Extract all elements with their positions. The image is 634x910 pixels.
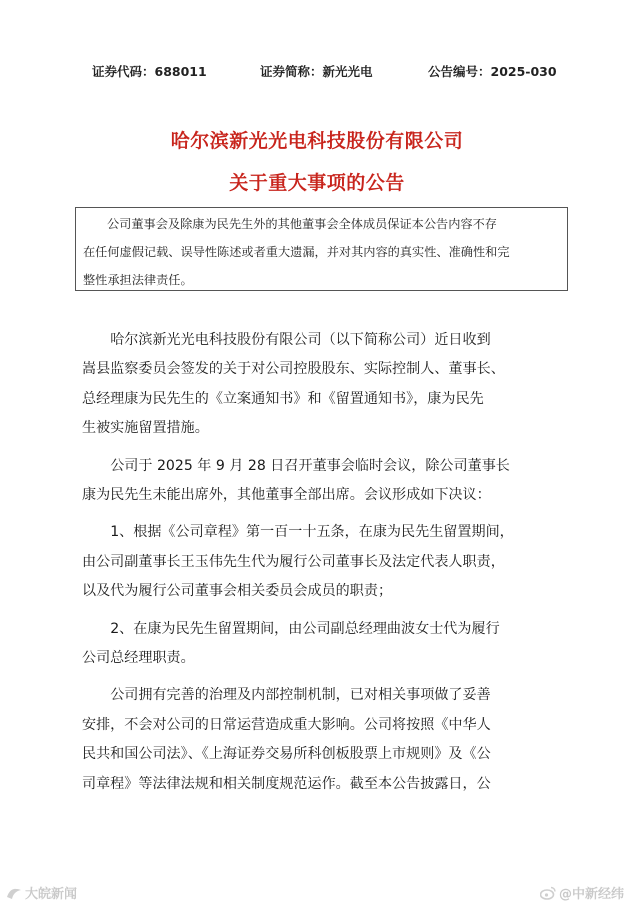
stock-abbreviation-label: 证券简称：新光光电	[260, 64, 373, 79]
stock-code-label: 证券代码：688011	[92, 64, 207, 79]
board-statement-box	[75, 207, 568, 291]
notice-title: 关于重大事项的公告	[229, 172, 405, 194]
paragraph-resolution-1: 1、根据《公司章程》第一百一十五条，在康为民先生留置期间，	[110, 524, 514, 541]
paragraph-governance: 公司拥有完善的治理及内部控制机制，已对相关事项做了妥善	[110, 687, 491, 704]
statement-line: 整性承担法律责任。	[83, 273, 193, 287]
news-logo-icon	[6, 886, 22, 900]
statement-line: 在任何虚假记载、误导性陈述或者重大遗漏，并对其内容的真实性、准确性和完	[83, 245, 510, 259]
paragraph-line: 安排，不会对公司的日常运营造成重大影响。公司将按照《中华人	[82, 716, 491, 733]
paragraph-line: 民共和国公司法》、《上海证券交易所科创板股票上市规则》及《公	[82, 746, 491, 763]
notice-number-label: 公告编号：2025-030	[428, 64, 557, 79]
statement-line: 公司董事会及除康为民先生外的其他董事会全体成员保证本公告内容不存	[107, 217, 497, 231]
company-title: 哈尔滨新光光电科技股份有限公司	[170, 130, 464, 152]
watermark-left: 大皖新闻	[6, 883, 77, 902]
paragraph-board-meeting: 公司于 2025 年 9 月 28 日召开董事会临时会议，除公司董事长	[110, 457, 510, 474]
announcement-header	[0, 62, 634, 82]
paragraph-line: 以及代为履行公司董事会相关委员会成员的职责；	[82, 583, 393, 600]
paragraph-line: 由公司副董事长王玉伟先生代为履行公司董事长及法定代表人职责，	[82, 553, 505, 570]
weibo-icon	[540, 886, 556, 900]
paragraph-line: 公司总经理职责。	[82, 650, 195, 667]
paragraph-line: 司章程》等法律法规和相关制度规范运作。截至本公告披露日，公	[82, 775, 491, 792]
watermark-right: @中新经纬	[540, 883, 624, 902]
announcement-body	[82, 326, 562, 799]
paragraph-resolution-2: 2、在康为民先生留置期间，由公司副总经理曲波女士代为履行	[110, 620, 500, 637]
paragraph-line: 总经理康为民先生的《立案通知书》和《留置通知书》，康为民先	[82, 390, 484, 407]
paragraph-receipt: 哈尔滨新光光电科技股份有限公司（以下简称公司）近日收到	[110, 332, 491, 348]
paragraph-line: 嵩县监察委员会签发的关于对公司控股股东、实际控制人、董事长、	[82, 361, 505, 378]
paragraph-line: 康为民先生未能出席外，其他董事全部出席。会议形成如下决议：	[82, 487, 491, 504]
paragraph-line: 生被实施留置措施。	[82, 420, 209, 437]
